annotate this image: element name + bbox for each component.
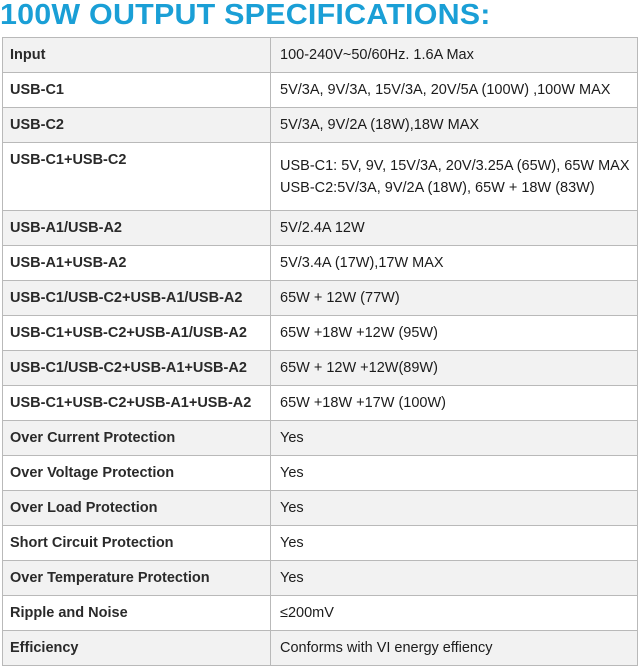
spec-label: USB-A1/USB-A2 <box>3 211 271 246</box>
spec-value: Yes <box>271 421 638 456</box>
table-row <box>3 456 638 491</box>
spec-value: Yes <box>271 561 638 596</box>
table-row <box>3 73 638 108</box>
spec-label: Over Temperature Protection <box>3 561 271 596</box>
table-row <box>3 316 638 351</box>
table-row <box>3 281 638 316</box>
spec-label: USB-C1/USB-C2+USB-A1+USB-A2 <box>3 351 271 386</box>
table-row <box>3 211 638 246</box>
spec-value: 65W + 12W (77W) <box>271 281 638 316</box>
spec-value: Conforms with VI energy effiency <box>271 631 638 666</box>
spec-value: 65W + 12W +12W(89W) <box>271 351 638 386</box>
table-row <box>3 421 638 456</box>
table-row <box>3 351 638 386</box>
spec-label: USB-C1+USB-C2 <box>3 143 271 211</box>
table-row <box>3 386 638 421</box>
spec-value: 5V/3.4A (17W),17W MAX <box>271 246 638 281</box>
spec-value <box>271 143 638 211</box>
spec-label: Input <box>3 38 271 73</box>
spec-value: Yes <box>271 491 638 526</box>
spec-label: USB-C1+USB-C2+USB-A1+USB-A2 <box>3 386 271 421</box>
table-row <box>3 246 638 281</box>
table-row <box>3 491 638 526</box>
spec-value: Yes <box>271 456 638 491</box>
table-row <box>3 108 638 143</box>
spec-label: USB-C1+USB-C2+USB-A1/USB-A2 <box>3 316 271 351</box>
table-row <box>3 631 638 666</box>
spec-label: USB-C1/USB-C2+USB-A1/USB-A2 <box>3 281 271 316</box>
page-title: 100W OUTPUT SPECIFICATIONS: <box>0 0 491 31</box>
table-row <box>3 596 638 631</box>
spec-value: 65W +18W +12W (95W) <box>271 316 638 351</box>
spec-label: Ripple and Noise <box>3 596 271 631</box>
table-row <box>3 143 638 211</box>
spec-label: Efficiency <box>3 631 271 666</box>
spec-label: Short Circuit Protection <box>3 526 271 561</box>
spec-label: Over Current Protection <box>3 421 271 456</box>
specifications-table <box>2 37 638 666</box>
table-row <box>3 561 638 596</box>
spec-label: USB-C2 <box>3 108 271 143</box>
spec-value: 5V/2.4A 12W <box>271 211 638 246</box>
spec-label: USB-A1+USB-A2 <box>3 246 271 281</box>
table-row <box>3 38 638 73</box>
spec-value: ≤200mV <box>271 596 638 631</box>
spec-label: Over Load Protection <box>3 491 271 526</box>
spec-value-line: USB-C1: 5V, 9V, 15V/3A, 20V/3.25A (65W), 65W MAX <box>280 157 630 174</box>
table-row <box>3 526 638 561</box>
spec-value: 5V/3A, 9V/3A, 15V/3A, 20V/5A (100W) ,100W MAX <box>271 73 638 108</box>
spec-value: 5V/3A, 9V/2A (18W),18W MAX <box>271 108 638 143</box>
spec-label: USB-C1 <box>3 73 271 108</box>
spec-value: 65W +18W +17W (100W) <box>271 386 638 421</box>
spec-label: Over Voltage Protection <box>3 456 271 491</box>
spec-value-line: USB-C2:5V/3A, 9V/2A (18W), 65W + 18W (83W) <box>280 179 595 196</box>
spec-value: 100-240V~50/60Hz. 1.6A Max <box>271 38 638 73</box>
spec-value: Yes <box>271 526 638 561</box>
